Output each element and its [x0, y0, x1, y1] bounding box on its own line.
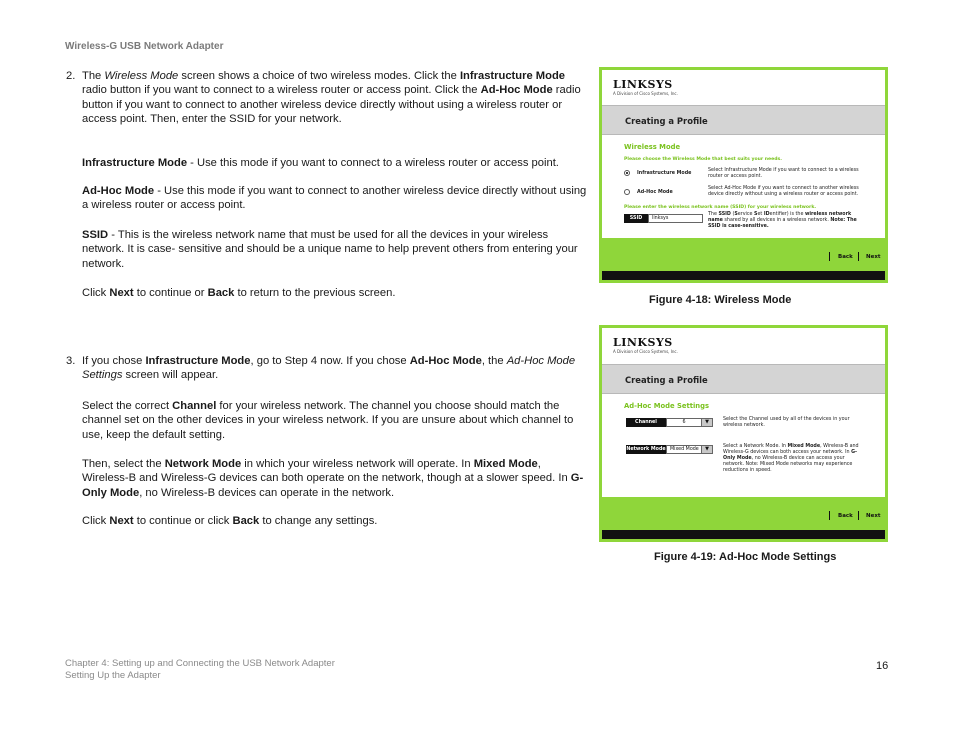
text-run: screen shows a choice of two wireless modes. Click the	[178, 70, 460, 82]
text-run: Mixed Mode	[473, 458, 538, 470]
text-run: The	[82, 70, 105, 82]
wireless-mode-screenshot	[599, 67, 888, 283]
text-run: to return to the previous screen.	[234, 287, 396, 299]
text-run: Ad-Hoc Mode	[409, 355, 482, 367]
adhoc-label: Ad-Hoc Mode	[637, 190, 673, 195]
text-run: Click	[82, 287, 110, 299]
text-run: SSID	[82, 229, 109, 241]
text-run: Note: The SSID is case-sensitive.	[708, 218, 857, 229]
text-run: to continue or	[133, 287, 208, 299]
channel-label: Channel	[626, 418, 666, 427]
text-run: radio button if you want to connect to another wireless device directly without using a wireless router or access point. Then, enter the SSID for your network.	[82, 84, 581, 126]
text-run: - Use this mode if you want to connect to a wireless router or access point.	[187, 157, 559, 169]
button-separator	[858, 252, 859, 261]
network-mode-select[interactable]: Mixed Mode	[666, 445, 705, 454]
text-run: ID	[763, 212, 770, 217]
text-run: Network Mode	[164, 458, 242, 470]
band-title: Creating a Profile	[625, 375, 708, 385]
mode-instruction: Please choose the Wireless Mode that best suits your needs.	[624, 157, 783, 162]
text-run: Back	[232, 515, 260, 527]
chevron-down-icon[interactable]: ▼	[701, 418, 713, 427]
running-header: Wireless-G USB Network Adapter	[65, 41, 224, 52]
page-number: 16	[876, 660, 889, 672]
footer-strip	[602, 271, 885, 280]
text-run: Click	[82, 515, 110, 527]
text-run: to change any settings.	[259, 515, 378, 527]
text-run: wireless network name	[708, 212, 852, 223]
button-separator	[829, 252, 830, 261]
text-run: screen will appear.	[122, 369, 219, 382]
text-run: shared by all devices in a wireless network.	[722, 218, 831, 223]
network-mode-help	[723, 444, 863, 474]
text-run: Ad-Hoc Mode	[480, 84, 553, 97]
text-run: The	[708, 212, 719, 217]
figure-4-19-caption: Figure 4-19: Ad-Hoc Mode Settings	[654, 551, 837, 563]
text-run: - This is the wireless network name that must be used for all the devices in your wireless network. It is case- sensitive and should be a unique name to help prevent others from entering your network.	[82, 229, 578, 270]
back-button[interactable]: Back	[838, 513, 853, 519]
button-separator	[858, 511, 859, 520]
text-run: , Wireless-B and Wireless-G devices can both operate on the network, though at a slower speed. In	[82, 458, 571, 485]
text-run: , no Wireless-B devices can operate in the network.	[139, 486, 395, 499]
linksys-logo-subtitle: A Division of Cisco Systems, Inc.	[613, 349, 678, 354]
text-run: Select a Network Mode. In	[723, 444, 788, 449]
ssid-desc	[82, 228, 590, 271]
text-run: entifier) is the	[769, 212, 805, 217]
text-run: Channel	[172, 400, 217, 412]
next-button[interactable]: Next	[866, 254, 881, 260]
infrastructure-mode-desc	[82, 156, 590, 170]
text-run: Back	[207, 287, 235, 299]
adhoc-radio[interactable]	[624, 189, 630, 195]
section-title: Ad-Hoc Mode Settings	[624, 402, 710, 410]
text-run: , no Wireless-B device can access your network. Note: Mixed Mode networks may experience reductions in speed.	[723, 456, 853, 473]
text-run: - Use this mode if you want to connect to another wireless device directly without using a wireless router or access point.	[82, 185, 587, 212]
text-run: Next	[109, 515, 134, 527]
text-run: S	[754, 212, 758, 217]
text-run: G-Only Mode	[82, 472, 584, 499]
text-run: for your wireless network. The channel you choose should match the channel set on the other devices in your wireless network. If you are unsure about which channel to use, keep the default setting.	[82, 400, 574, 441]
step-2-intro	[82, 69, 590, 127]
step-3-intro	[82, 354, 590, 383]
ssid-help	[708, 212, 863, 230]
ssid-input[interactable]: linksys	[648, 214, 703, 223]
section-title: Wireless Mode	[624, 143, 681, 151]
text-run: in which your wireless network will operate. In	[241, 458, 474, 470]
text-run: , the	[481, 355, 507, 367]
step-2-number: 2.	[66, 70, 76, 82]
footer-section: Setting Up the Adapter	[65, 670, 161, 681]
text-run: ervice	[737, 212, 755, 217]
chevron-down-icon[interactable]: ▼	[701, 445, 713, 454]
text-run: G-Only Mode	[723, 450, 858, 461]
text-run: radio button if you want to connect to a wireless router or access point. Click the	[82, 84, 481, 97]
text-run: (	[730, 212, 735, 217]
linksys-logo-subtitle: A Division of Cisco Systems, Inc.	[613, 91, 678, 96]
text-run: SSID	[718, 212, 731, 217]
adhoc-mode-desc	[82, 184, 590, 213]
step-3-number: 3.	[66, 355, 76, 367]
text-run: Next	[109, 287, 134, 299]
channel-help: Select the Channel used by all of the devices in your wireless network.	[723, 417, 850, 428]
text-run: Infrastructure Mode	[145, 355, 251, 367]
channel-desc	[82, 399, 590, 442]
ssid-label: SSID	[624, 214, 648, 223]
text-run: Wireless Mode	[104, 70, 179, 82]
text-run: Ad-Hoc Mode	[82, 185, 155, 197]
text-run: If you chose	[82, 355, 146, 367]
text-run: S	[734, 212, 738, 217]
text-run: , go to Step 4 now. If you chose	[250, 355, 410, 367]
linksys-logo: LINKSYS	[613, 336, 673, 349]
back-button[interactable]: Back	[838, 254, 853, 260]
text-run: Mixed Mode	[787, 444, 821, 449]
linksys-logo: LINKSYS	[613, 78, 673, 91]
step-3-next-instruction	[82, 514, 590, 528]
figure-4-18-caption: Figure 4-18: Wireless Mode	[649, 294, 792, 306]
adhoc-settings-screenshot	[599, 325, 888, 542]
footer-chapter: Chapter 4: Setting up and Connecting the USB Network Adapter	[65, 658, 335, 669]
infrastructure-help: Select Infrastructure Mode if you want to connect to a wireless router or access point.	[708, 168, 859, 179]
next-button[interactable]: Next	[866, 513, 881, 519]
infrastructure-radio[interactable]	[624, 170, 630, 176]
step-2-next-instruction	[82, 286, 590, 300]
network-mode-desc	[82, 457, 590, 500]
button-separator	[829, 511, 830, 520]
infrastructure-label: Infrastructure Mode	[637, 171, 692, 176]
ssid-instruction: Please enter the wireless network name (SSID) for your wireless network.	[624, 205, 817, 210]
adhoc-help: Select Ad-Hoc Mode if you want to connect to another wireless device directly without using a wireless router or access point.	[708, 186, 859, 197]
footer-strip	[602, 530, 885, 539]
text-run: Infrastructure Mode	[82, 157, 188, 169]
text-run: , Wireless-B and Wireless-G devices can both access your network. In	[723, 444, 859, 455]
text-run: Ad-Hoc Mode Settings	[82, 355, 576, 382]
text-run: et	[757, 212, 764, 217]
channel-select[interactable]: 6	[666, 418, 702, 427]
text-run: to continue or click	[133, 515, 233, 527]
band-title: Creating a Profile	[625, 116, 708, 126]
text-run: Then, select the	[82, 458, 165, 470]
text-run: Infrastructure Mode	[459, 70, 566, 82]
network-mode-label: Network Mode	[626, 447, 666, 452]
text-run: Select the correct	[82, 400, 173, 412]
page-footer	[65, 658, 335, 682]
